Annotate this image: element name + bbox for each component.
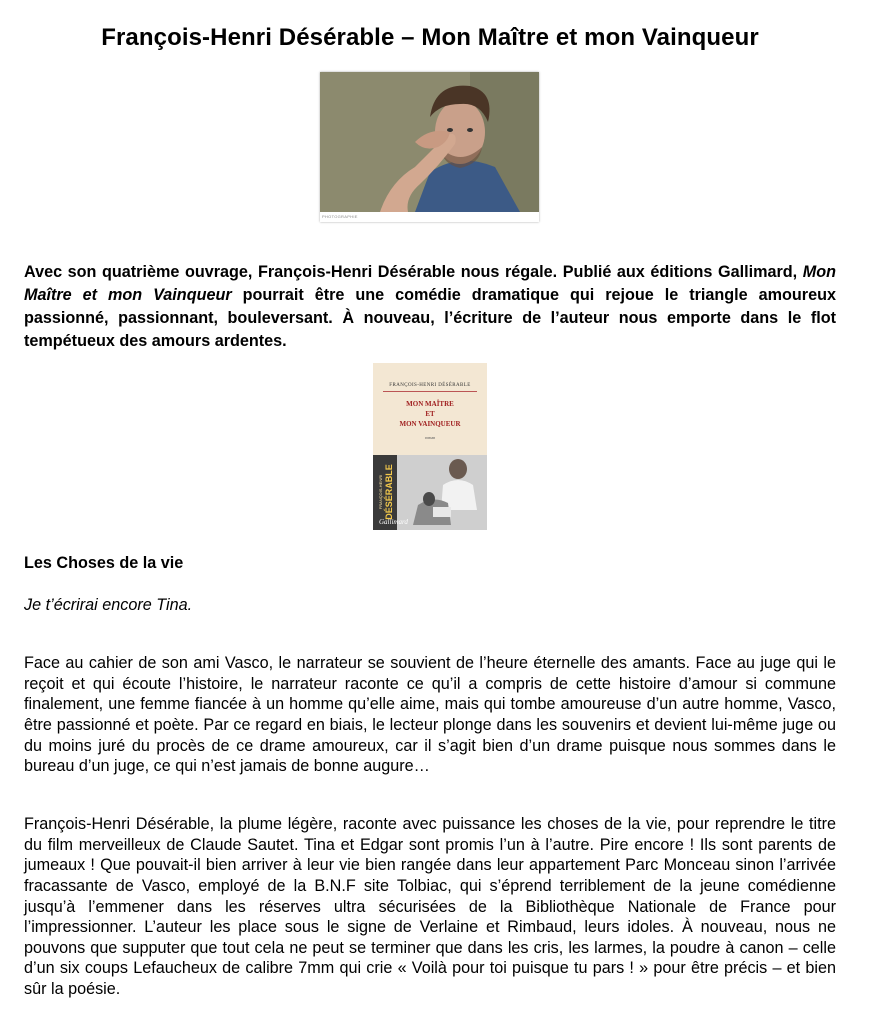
intro-book-title: Mon Maître et mon Vainqueur	[24, 263, 836, 305]
book-cover-subtitle: roman	[424, 435, 436, 440]
book-cover-publisher: Gallimard	[379, 518, 408, 526]
body-paragraph-2: François-Henri Désérable, la plume légère, raconte avec puissance les choses de la vie, pour reprendre le titre du film merveilleux de Claude Sautet. Tina et Edgar sont promis l’un à l’autre. Pire encore ! Ils sont parents de jumeaux ! Que pouvait-il bien arriver à leur vie bien rangée dans leur appartement Parc Monceau sinon l’arrivée fracassante de Vasco, employé de la B.N.F site Tolbiac, qui s’éprend terriblement de la jeune comédienne jusqu’à l’emmener dans les réserves ultra sécurisées de la Bibliothèque Nationale de France pour l’impressionner. L’auteur les place sous le signe de Verlaine et Rimbaud, leurs idoles. À nouveau, nous ne pouvons que supputer que tout cela ne peut se terminer que dans les cris, les larmes, la poudre à canon – celle d’un six coups Lefaucheux de calibre 7mm qui crie « Voilà pour toi puisque tu pars ! » pour être précis – et bien sûr la poésie.	[24, 815, 836, 998]
author-photo	[320, 72, 539, 222]
portrait-image	[320, 72, 539, 222]
intro-text-1: Avec son quatrième ouvrage, François-Henri Désérable nous régale. Publié aux éditions Gallimard,	[24, 263, 803, 282]
intro-text-2: pourrait être une comédie dramatique qui rejoue le triangle amoureux passionné, passionnant, bouleversant. À nouveau, l’écriture de l’auteur nous emporte dans le flot tempétueux des amours ardentes.	[24, 286, 836, 351]
article-title: François-Henri Désérable – Mon Maître et mon Vainqueur	[101, 24, 759, 52]
body-paragraph-1: Face au cahier de son ami Vasco, le narrateur se souvient de l’heure éternelle des amants. Face au juge qui le reçoit et qui écoute l’histoire, le narrateur raconte ce qu’il a compris de cette histoire d’amour si commune finalement, une femme fiancée à un homme qu’elle aime, mais qui tombe amoureuse d’un autre homme, Vasco, être passionné et poète. Par ce regard en biais, le lecteur plonge dans les souvenirs et devient lui-même juge ou du moins juré du procès de ce drame amoureux, car il s’agit bien d’un drame puisque nous sommes dans le bureau d’un juge, ce qui n’est jamais de bonne augure…	[24, 654, 836, 776]
spine-author	[376, 462, 394, 522]
section-quote: Je t’écrirai encore Tina.	[24, 596, 193, 614]
spine-lastname: DÉSÉRABLE	[384, 464, 394, 520]
section-heading: Les Choses de la vie	[24, 554, 184, 572]
book-cover	[373, 363, 487, 530]
photo-caption: PHOTOGRAPHIE	[322, 214, 358, 219]
book-cover-title: MON MAÎTRE ET MON VAINQUEUR	[399, 400, 461, 428]
spine-firstname: FRANÇOIS-HENRI	[378, 474, 383, 510]
book-cover-author: FRANÇOIS-HENRI DÉSÉRABLE	[389, 383, 471, 388]
book-cover-rule	[383, 391, 477, 392]
intro-paragraph	[24, 261, 836, 353]
